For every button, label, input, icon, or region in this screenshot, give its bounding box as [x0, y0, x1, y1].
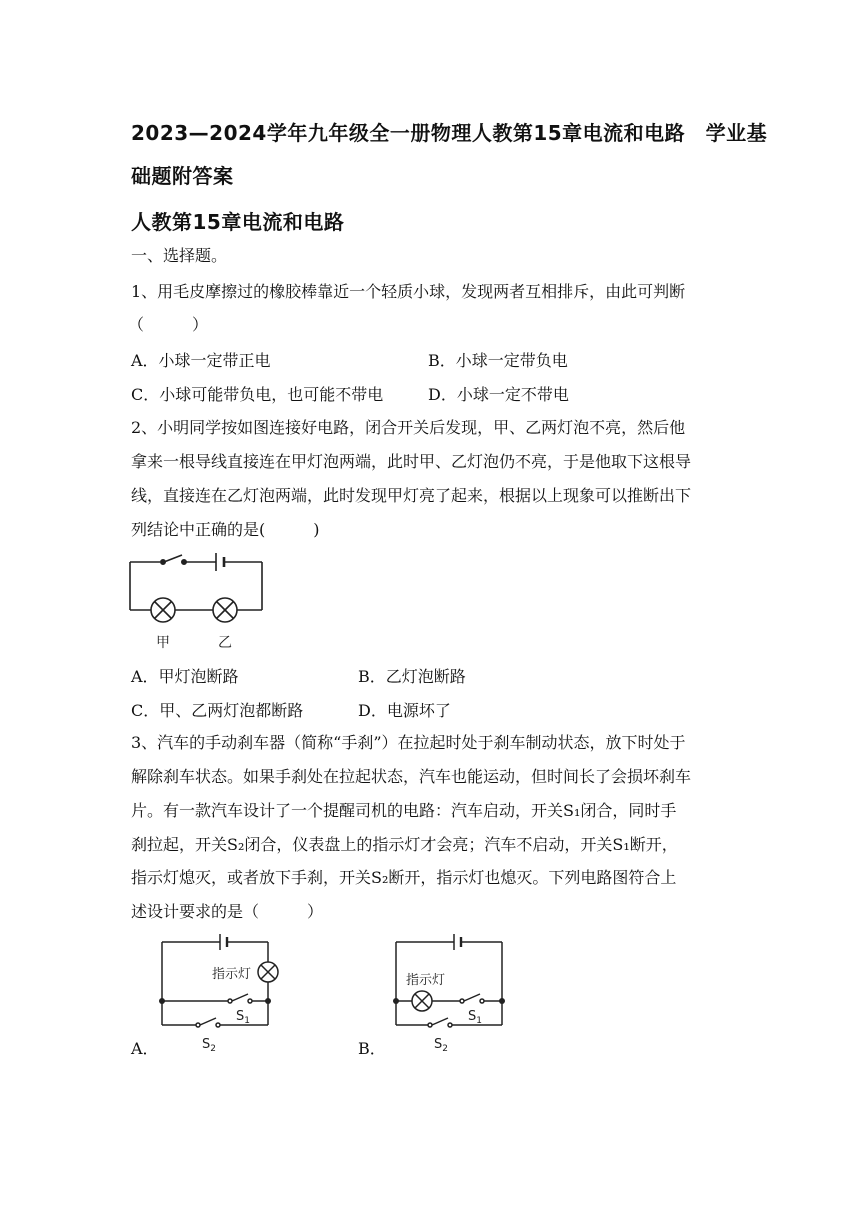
- q3b-s1-label: $S_1$: [468, 1009, 482, 1026]
- section-heading: 一、选择题。: [131, 246, 228, 265]
- q3a-lamp-label: 指示灯: [212, 967, 252, 982]
- q2-option-d: D．电源坏了: [358, 701, 451, 720]
- q3-circuit-b: [388, 928, 518, 1054]
- chapter-title: 人教第15章电流和电路: [131, 210, 345, 234]
- q2-stem-line3: 线，直接连在乙灯泡两端，此时发现甲灯亮了起来，根据以上现象可以推断出下: [131, 486, 692, 505]
- q3-option-a: A．: [131, 1039, 159, 1058]
- q3-stem-line2: 解除刹车状态。如果手刹处在拉起状态，汽车也能运动，但时间长了会损坏刹车: [131, 767, 692, 786]
- q1-stem-line2: （ ）: [128, 315, 209, 334]
- q2-lamp-label-jia: 甲: [156, 635, 170, 651]
- q3-stem-line1: 3、汽车的手动刹车器（简称“手刹”）在拉起时处于刹车制动状态，放下时处于: [131, 733, 686, 752]
- doc-title-line2: 础题附答案: [131, 164, 234, 188]
- q2-stem-line4: 列结论中正确的是( ): [131, 520, 320, 539]
- doc-title-line1: 2023—2024学年九年级全一册物理人教第15章电流和电路 学业基: [131, 121, 768, 145]
- q3a-s1-label: $S_1$: [236, 1009, 250, 1026]
- q3b-s2-label: $S_2$: [434, 1037, 448, 1054]
- q1-option-b: B．小球一定带负电: [428, 351, 568, 370]
- q3b-lamp-label: 指示灯: [406, 973, 446, 988]
- q2-option-a: A．甲灯泡断路: [131, 667, 239, 686]
- q3-stem-line3: 片。有一款汽车设计了一个提醒司机的电路：汽车启动，开关S₁闭合，同时手: [131, 801, 677, 820]
- q1-stem-line1: 1、用毛皮摩擦过的橡胶棒靠近一个轻质小球，发现两者互相排斥，由此可判断: [131, 282, 686, 301]
- q3a-s2-label: $S_2$: [202, 1037, 216, 1054]
- q2-circuit-diagram: [120, 540, 280, 660]
- q3-circuit-a: [150, 928, 290, 1054]
- q2-stem-line1: 2、小明同学按如图连接好电路，闭合开关后发现，甲、乙两灯泡不亮，然后他: [131, 418, 686, 437]
- q3-stem-line6: 述设计要求的是（ ）: [131, 902, 324, 921]
- q2-lamp-label-yi: 乙: [218, 635, 232, 651]
- q3-stem-line5: 指示灯熄灭，或者放下手刹，开关S₂断开，指示灯也熄灭。下列电路图符合上: [131, 868, 677, 887]
- q2-stem-line2: 拿来一根导线直接连在甲灯泡两端，此时甲、乙灯泡仍不亮，于是他取下这根导: [131, 452, 692, 471]
- q2-option-c: C．甲、乙两灯泡都断路: [131, 701, 304, 720]
- q3-stem-line4: 刹拉起，开关S₂闭合，仪表盘上的指示灯才会亮；汽车不启动，开关S₁断开，: [131, 835, 678, 854]
- q2-option-b: B．乙灯泡断路: [358, 667, 466, 686]
- q3-option-b: B．: [358, 1039, 386, 1058]
- q1-option-a: A．小球一定带正电: [131, 351, 271, 370]
- q1-option-d: D．小球一定不带电: [428, 385, 569, 404]
- q1-option-c: C．小球可能带负电，也可能不带电: [131, 385, 384, 404]
